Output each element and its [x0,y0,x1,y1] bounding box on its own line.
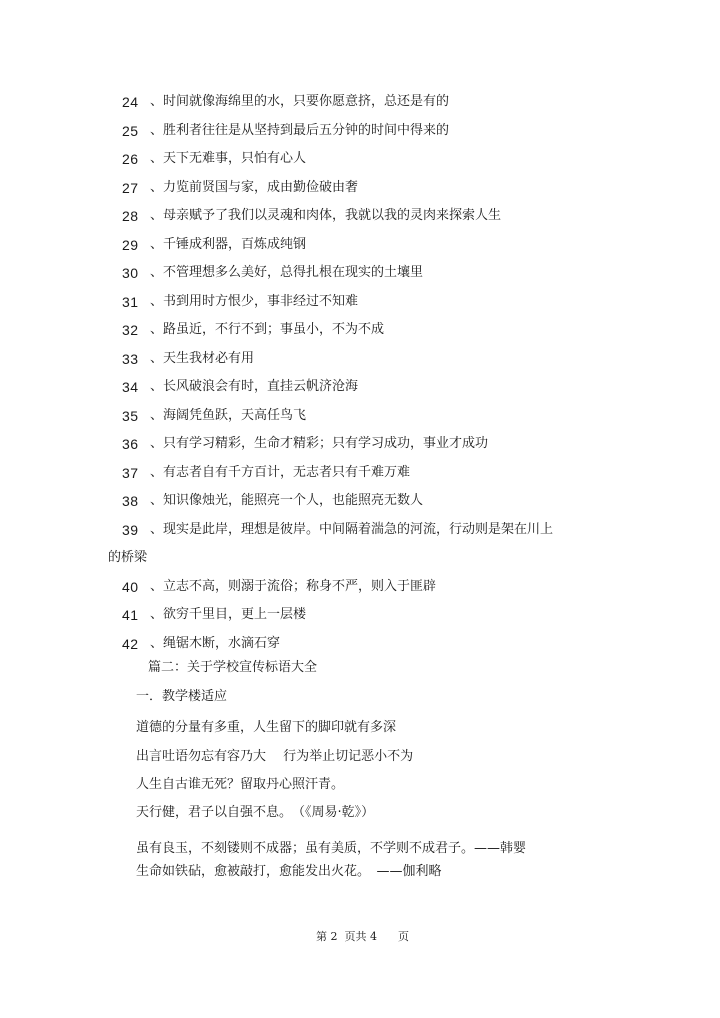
list-item: 40 、立志不高，则溺于流俗；称身不严，则入于匪辟 [122,578,437,595]
list-item: 31 、书到用时方恨少，事非经过不知难 [122,293,359,310]
list-item: 28 、母亲赋予了我们以灵魂和肉体，我就以我的灵肉来探索人生 [122,208,502,224]
list-item: 37 、有志者自有千方百计，无志者只有千难万难 [122,464,411,481]
quote-line: 人生自古谁无死？留取丹心照汗青。 [136,777,345,792]
list-item: 32 、路虽近，不行不到；事虽小，不为不成 [122,322,385,338]
list-item: 24 、时间就像海绵里的水，只要你愿意挤，总还是有的 [122,94,450,110]
list-item: 33 、天生我材必有用 [122,350,255,367]
list-item: 30 、不管理想多么美好，总得扎根在现实的土壤里 [122,265,424,281]
list-item: 36 、只有学习精彩，生命才精彩；只有学习成功，事业才成功 [122,436,489,452]
numbered-list [0,88,720,658]
page-footer: 第 2 页共 4 页 [316,930,409,943]
list-item: 26 、天下无难事，只怕有心人 [122,151,307,167]
list-item: 27 、力览前贤国与家，成由勤俭破由奢 [122,179,359,196]
list-item: 34 、长风破浪会有时，直挂云帆济沧海 [122,379,359,395]
list-item: 29 、千锤成利器，百炼成纯钢 [122,236,307,253]
list-item: 42 、绳锯木断，水滴石穿 [122,635,281,652]
list-item: 38 、知识像烛光，能照亮一个人，也能照亮无数人 [122,493,424,509]
quote-line: 虽有良玉，不刻镂则不成器；虽有美质，不学则不成君子。——韩婴 [136,841,527,856]
list-item: 35 、海阔凭鱼跃，天高任鸟飞 [122,407,307,424]
quote-line: 天行健，君子以自强不息。 （《周易·乾》） [136,805,375,820]
quote-line: 出言吐语勿忘有容乃大 行为举止切记恶小不为 [136,749,414,764]
list-item: 41 、欲穷千里目，更上一层楼 [122,607,307,623]
quote-line: 道德的分量有多重，人生留下的脚印就有多深 [136,720,397,735]
section-title: 篇二：关于学校宣传标语大全 [148,660,318,675]
list-item-continuation: 的桥梁 [108,550,148,565]
subsection-title: 一．教学楼适应 [136,689,228,704]
list-item: 39 、现实是此岸，理想是彼岸。中间隔着湍急的河流，行动则是架在川上 [122,521,554,538]
list-item: 25 、胜利者往往是从坚持到最后五分钟的时间中得来的 [122,122,450,139]
quote-line: 生命如铁砧，愈被敲打，愈能发出火花。 ——伽利略 [136,864,442,879]
